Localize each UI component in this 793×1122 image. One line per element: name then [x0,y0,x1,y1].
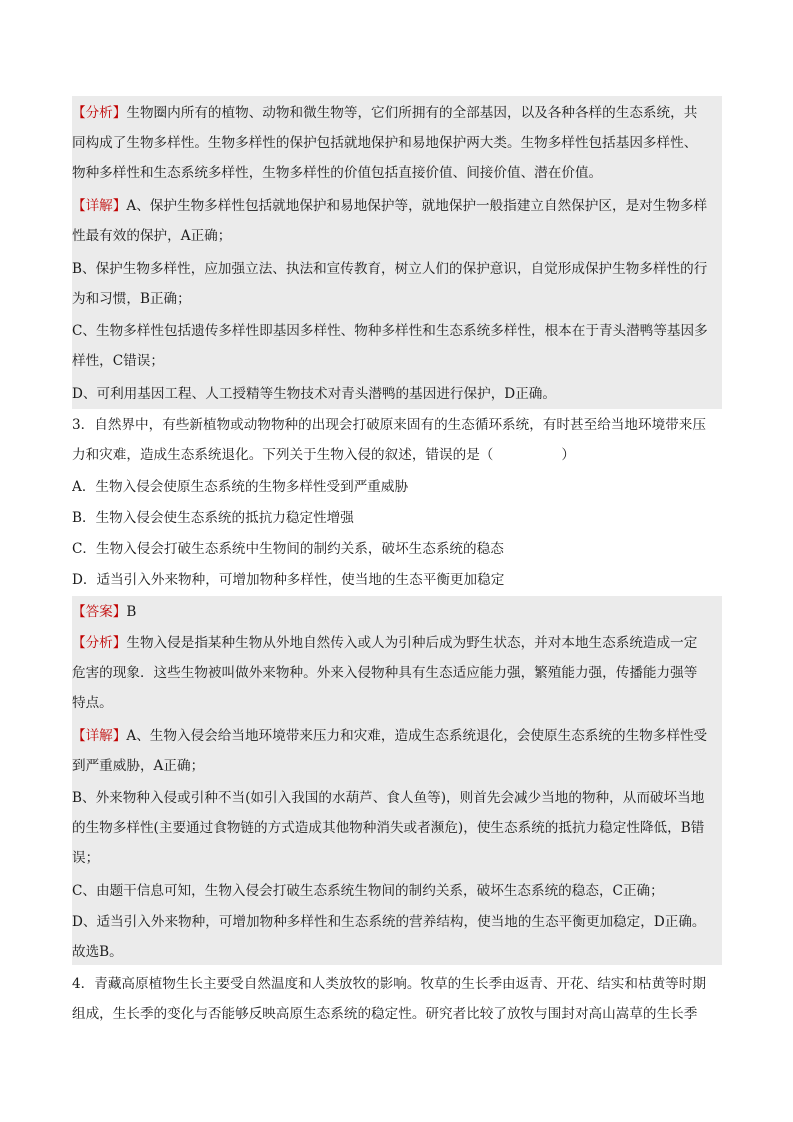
line-text: B、外来物种入侵或引种不当(如引入我国的水葫芦、食人鱼等)，则首先会减少当地的物种，从而破坏当地 [72,790,705,806]
text-line [72,100,722,126]
text-line [72,845,722,871]
text-line [72,753,722,779]
text-line [72,442,722,468]
line-text: 误； [72,850,100,866]
line-text: 危害的现象．这些生物被叫做外来物种。外来入侵物种具有生态适应能力强，繁殖能力强，传播能力强等 [72,665,698,681]
line-text: B．生物入侵会使生态系统的抵抗力稳定性增强 [72,510,354,526]
text-line [72,160,722,186]
text-line [72,971,722,997]
line-text: B、保护生物多样性，应加强立法、执法和宣传教育，树立人们的保护意识，自觉形成保护生物多样性的行 [72,261,708,277]
text-line [72,474,722,500]
text-line [72,690,722,716]
text-line [72,567,722,593]
section-tag: 【详解】 [72,728,127,744]
line-text: C．生物入侵会打破生态系统中生物间的制约关系，破坏生态系统的稳态 [72,541,504,557]
text-line [72,939,722,965]
line-text: A、保护生物多样性包括就地保护和易地保护等，就地保护一般指建立自然保护区，是对生物多样 [126,198,708,214]
text-line [72,630,722,656]
line-text: 力和灾难，造成生态系统退化。下列关于生物入侵的叙述，错误的是（ ） [72,447,575,463]
line-text: 4．青藏高原植物生长主要受自然温度和人类放牧的影响。牧草的生长季由返青、开花、结实和枯黄等时期 [72,976,706,992]
text-line [72,130,722,156]
line-text: 为和习惯，B正确； [72,291,191,307]
line-text: 特点。 [72,695,113,711]
line-text: 组成，生长季的变化与否能够反映高原生态系统的稳定性。研究者比较了放牧与围封对高山嵩草的生长季 [72,1006,698,1022]
text-line [72,348,722,374]
text-line [72,909,722,935]
line-text: 同构成了生物多样性。生物多样性的保护包括就地保护和易地保护两大类。生物多样性包括基因多样性、 [72,135,698,151]
text-line [72,318,722,344]
text-line [72,599,722,625]
line-text: C、由题干信息可知，生物入侵会打破生态系统生物间的制约关系，破坏生态系统的稳态，C正确； [72,883,664,899]
line-text: 故选B。 [72,944,123,960]
line-text: 到严重威胁，A正确； [72,758,205,774]
text-line [72,505,722,531]
line-text: 样性，C错误； [72,353,164,369]
section-tag: 【详解】 [72,198,127,214]
section-tag: 【分析】 [72,105,127,121]
text-line [72,878,722,904]
line-text: A、生物入侵会给当地环境带来压力和灾难，造成生态系统退化，会使原生态系统的生物多样性受 [126,728,708,744]
text-line [72,536,722,562]
text-line [72,286,722,312]
line-text: D、可利用基因工程、人工授精等生物技术对青头潜鸭的基因进行保护，D正确。 [72,386,556,402]
line-text: C、生物多样性包括遗传多样性即基因多样性、物种多样性和生态系统多样性，根本在于青头潜鸭等基因多 [72,323,708,339]
line-text: 的生物多样性(主要通过食物链的方式造成其他物种消失或者濒危)，使生态系统的抵抗力稳定性降低，B错 [72,820,705,836]
line-text: 性最有效的保护，A正确； [72,228,232,244]
line-text: 生物圈内所有的植物、动物和微生物等，它们所拥有的全部基因，以及各种各样的生态系统，共 [126,105,698,121]
line-text: D．适当引入外来物种，可增加物种多样性，使当地的生态平衡更加稳定 [72,572,505,588]
text-line [72,785,722,811]
text-line [72,660,722,686]
section-tag: 【分析】 [72,635,127,651]
text-line [72,223,722,249]
line-text: A．生物入侵会使原生态系统的生物多样性受到严重威胁 [72,479,409,495]
line-text: 生物入侵是指某种生物从外地自然传入或人为引种后成为野生状态，并对本地生态系统造成一定 [126,635,698,651]
text-line [72,815,722,841]
line-text: D、适当引入外来物种，可增加物种多样性和生态系统的营养结构，使当地的生态平衡更加稳定，D正确。 [72,914,706,930]
text-line [72,256,722,282]
section-tag: 【答案】 [72,604,127,620]
line-text: 物种多样性和生态系统多样性，生物多样性的价值包括直接价值、间接价值、潜在价值。 [72,165,603,181]
line-text: 3．自然界中，有些新植物或动物物种的出现会打破原来固有的生态循环系统，有时甚至给当地环境带来压 [72,417,706,433]
line-text: B [126,604,137,620]
text-line [72,723,722,749]
text-line [72,193,722,219]
text-line [72,412,722,438]
text-line [72,1001,722,1027]
text-line [72,381,722,407]
